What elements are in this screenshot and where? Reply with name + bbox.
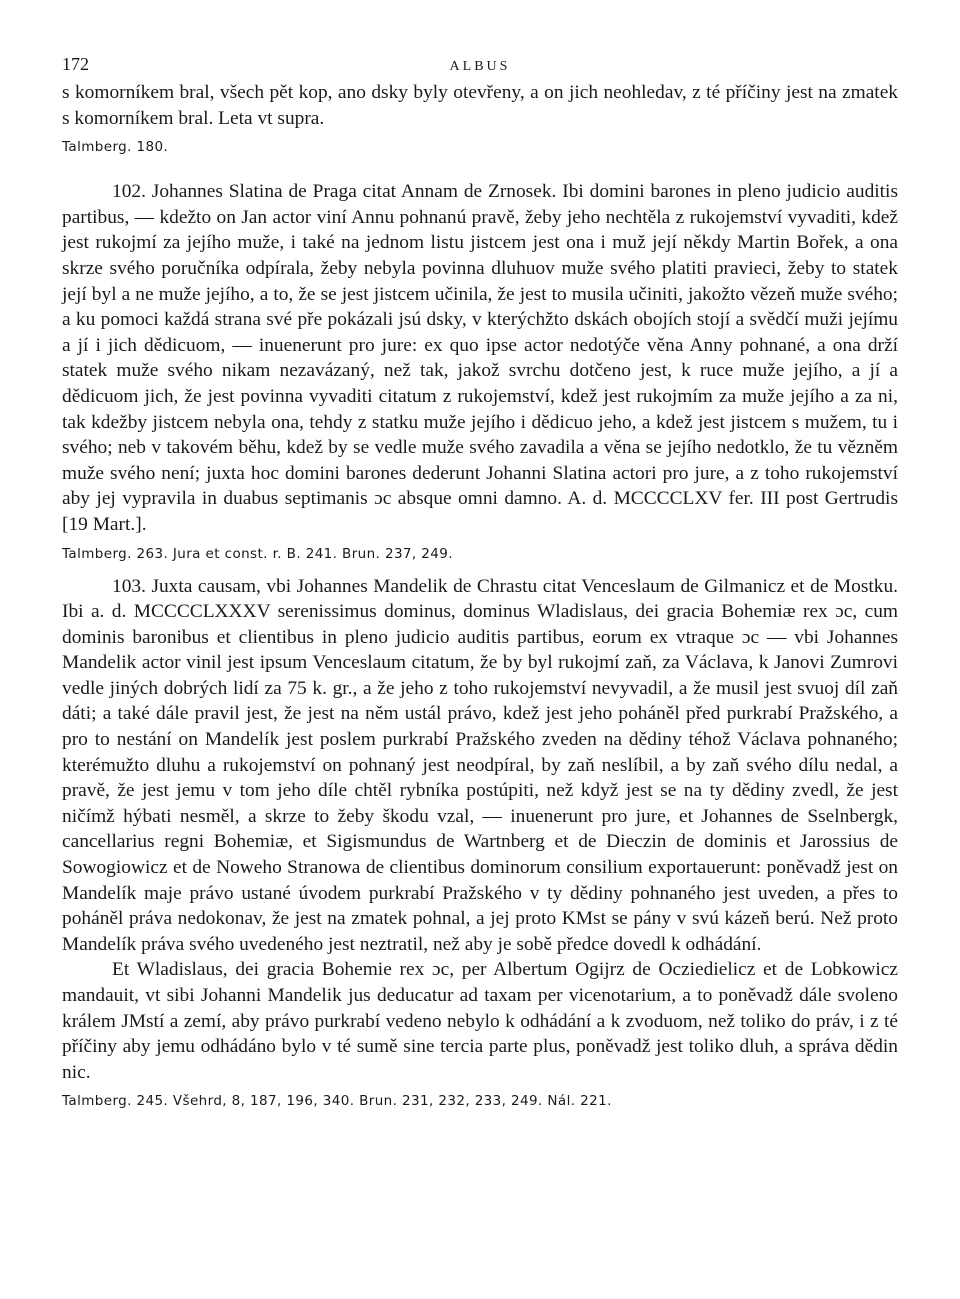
entry-103-text: 103. Juxta causam, vbi Johannes Mandelik de Chrastu citat Venceslaum de Gilmanicz et de Mostku. Ibi a. d. MCCCCLXXXV serenissimus dominus, dominus Wladislaus, dei gracia Bohemiæ rex ɔc, cum dominis baronibus et clientibus in pleno judicio auditis partibus, eorum ex vtraque ɔc — vbi Johannes Mandelik actor vinil jest ipsum Venceslaum citatum, že by byl rukojmí zaň, za Václava, k Janovi Zumrovi vedle jiných dobrých lidí za 75 k. gr., a že jeho z toho rukojemství nevyvadil, a že musil jest svuoj díl zaň dáti; a také dále pravil jest, že jest na něm ustál právo, kdež jest jeho poháněl před purkrabí Pražského, a pro to nestání on Mandelík jest poslem purkrabí Pražského zveden na dědiny téhož Václava pohnaného; kterémužto dluhu a rukojemství on pohnaný jest neodpíral, by zaň neslíbil, a by zaň svého dílu nedal, a pravě, že jest jemu v tom jeho díle chtěl rybníka postúpiti, než když jest se na ty dědiny zvedl, že jest ničímž hýbati nesměl, a skrze to žeby škodu vzal, — inuenerunt pro jure, et Johannes de Sselnbergk, cancellarius regni Bohemiæ, et Sigismundus de Wartnberg et de Dieczin de dominis et Jarossius de Sowogiowicz et de Noweho Stranowa de clientibus dominorum consilium exportauerunt: poněvadž jest on Mandelík maje právo ustané úvodem purkrabí Pražského v ty dědiny pohnaného jest uveden, a přes to poháněl práva nedokonav, že jest na zmatek pohnal, a jej proto KMst se pány v svú kázeň berú. Než proto Mandelík práva svého uvedeného jest neztratil, než aby je sobě předce dovedl k odhádání.: [62, 575, 898, 955]
page-header: [62, 52, 898, 80]
entry-102-text: 102. Johannes Slatina de Praga citat Annam de Zrnosek. Ibi domini barones in pleno judicio auditis partibus, — kdežto on Jan actor viní Annu pohnanú pravě, žeby jeho nechtěla z rukojemství vyvaditi, kdež jest rukojmí za jejího muže, i také na jednom listu jistcem jest ona i muž její někdy Martin Bořek, a ona skrze svého poručníka odpírala, žeby nebyla povinna dluhuov muže svého platiti pravieci, žeby to statek její byl a ne muže jejího, a to, že se jest jistcem učinila, že jest to musila učiniti, jakožto vězeň muže svého; a ku pomoci každá strana své pře pokázali jsú dsky, v kterýchžto dskách obojích stojí a svědčí muži jejímu a jí i jich dědicuom, — inuenerunt pro jure: ex quo ipse actor nedotýče věna Anny pohnané, a ona drží statek muže svého nikam nezavázaný, než tak, jakož svrchu dotčeno jest, k ruce muže jejího, a jí a dědicuom jich, že jest povinna vyvaditi citatum z rukojemství, kdež jest rukojmím za muže jejího a za ni, tak kdežby jistcem nebyla ona, tehdy z statku muže jejího i dědicuo jeho, a kdež jest jistcem s mužem, tu i svého; neb v takovém běhu, kdež by se vedle muže svého zavadila a věna se jejího nedotklo, že tu vězněm muže svého není; juxta hoc domini barones dederunt Johanni Slatina actori pro jure, a z toho rukojemství aby jej vypravila in duabus septimanis ɔc absque omni damno. A. d. MCCCCLXV fer. III post Gertrudis [19 Mart.].: [62, 181, 898, 535]
page-number: 172: [62, 54, 89, 74]
entry-103-reference: Talmberg. 245. Všehrd, 8, 187, 196, 340. Brun. 231, 232, 233, 249. Nál. 221.: [62, 1093, 612, 1110]
entry-102-reference: Talmberg. 263. Jura et const. r. B. 241. Brun. 237, 249.: [62, 545, 453, 562]
entry-103-text-continued: Et Wladislaus, dei gracia Bohemie rex ɔc, per Albertum Ogijrz de Ocziedielicz et de Lobkowicz mandauit, vt sibi Johanni Mandelik jus deducatur ad taxam per vicenotarium, a to poněvadž dále svoleno králem JMstí a zemí, aby právo purkrabí vedeno nebylo k odhádání a k zvoduom, než toliko do práv, i z té příčiny aby jemu odhádáno bylo v té sumě sine tercia parte plus, poněvadž jest toliko dluh, a správa dědin nic.: [62, 959, 898, 1083]
document-page: [62, 52, 898, 1119]
entry-continuation-reference: Talmberg. 180.: [62, 139, 169, 156]
entry-continuation-text: s komorníkem bral, všech pět kop, ano dsky byly otevřeny, a on jich neohledav, z té příčiny jest na zmatek s komorníkem bral. Leta vt supra.: [62, 82, 898, 129]
running-title: ALBUS: [449, 59, 511, 74]
